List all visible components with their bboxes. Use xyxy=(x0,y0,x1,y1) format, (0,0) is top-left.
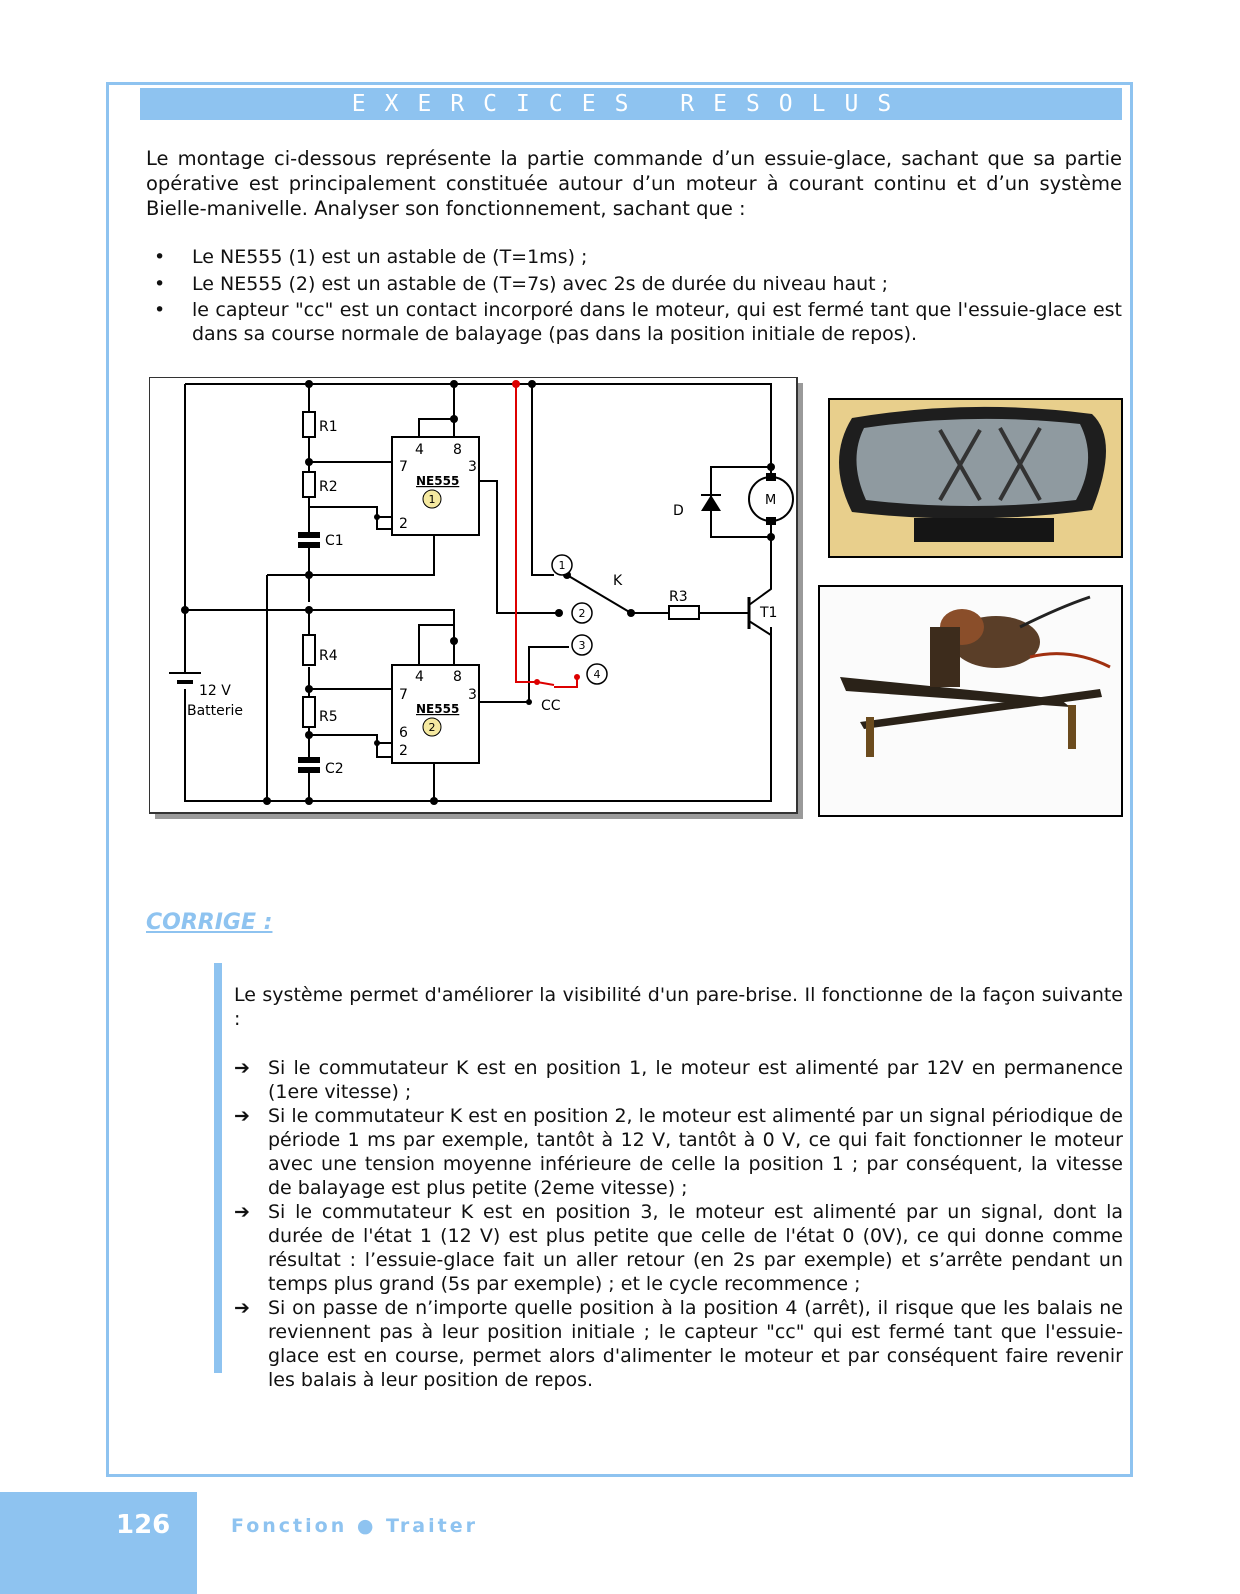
svg-text:8: 8 xyxy=(453,669,462,685)
corrige-heading: CORRIGE : xyxy=(146,910,273,935)
bullet-icon: • xyxy=(154,246,166,268)
label-t1: T1 xyxy=(760,605,778,621)
label-r5: R5 xyxy=(319,709,338,725)
bullet-icon: • xyxy=(154,299,166,321)
label-c2: C2 xyxy=(325,761,344,777)
label-cc: CC xyxy=(541,698,561,714)
battery-label: Batterie xyxy=(187,703,244,719)
svg-text:7: 7 xyxy=(399,459,408,475)
svg-text:6: 6 xyxy=(399,725,408,741)
list-item: • Le NE555 (1) est un astable de (T=1ms) ; xyxy=(154,246,588,268)
arrow-right-icon: ➔ xyxy=(234,1297,250,1319)
svg-text:2: 2 xyxy=(578,607,586,620)
bullet-icon: • xyxy=(154,272,166,295)
svg-text:2: 2 xyxy=(428,721,436,734)
ic1-name: NE555 xyxy=(416,474,460,488)
list-item: ➔ Si le commutateur K est en position 1, le moteur est alimenté par 12V en permanence (1ere vitesse) ; xyxy=(234,1057,1123,1103)
windshield-photo xyxy=(828,398,1123,558)
list-item: • le capteur "cc" est un contact incorporé dans le moteur, qui est fermé tant que l'essuie-glace est dans sa course normale de balayage (pas dans la position initiale de repos). xyxy=(154,299,1122,345)
list-item: ➔ Si le commutateur K est en position 3, le moteur est alimenté par un signal, dont la durée de l'état 1 (12 V) est plus petite que celle de l'état 0 (0V), ce qui donne comme résultat : l’essuie-glace fait un aller retour (en 2s par exemple) et s’arrête pendant un temps plus grand (5s par exemple) ; et le cycle recommence ; xyxy=(234,1201,1123,1295)
svg-text:1: 1 xyxy=(428,493,436,506)
svg-text:3: 3 xyxy=(468,687,477,703)
label-c1: C1 xyxy=(325,533,344,549)
label-m: M xyxy=(765,493,777,508)
list-item: • Le NE555 (2) est un astable de (T=7s) avec 2s de durée du niveau haut ; xyxy=(154,272,889,295)
label-k: K xyxy=(613,573,623,589)
bullet-list xyxy=(150,246,1122,349)
arrow-right-icon: ➔ xyxy=(234,1057,250,1079)
arrow-right-icon: ➔ xyxy=(234,1201,250,1223)
svg-text:1: 1 xyxy=(558,559,566,572)
svg-text:3: 3 xyxy=(578,639,586,652)
page-title: EXERCICES RESOLUS xyxy=(140,88,1122,120)
svg-text:3: 3 xyxy=(468,459,477,475)
circuit-schematic xyxy=(149,377,809,826)
svg-text:4: 4 xyxy=(593,668,601,681)
answer-accent-bar xyxy=(214,963,222,1373)
ic2-name: NE555 xyxy=(416,702,460,716)
label-r3: R3 xyxy=(669,589,688,605)
label-r4: R4 xyxy=(319,648,338,664)
footer-section: Fonction ● Traiter xyxy=(231,1515,478,1537)
svg-text:8: 8 xyxy=(453,442,462,458)
list-item: ➔ Si le commutateur K est en position 2, le moteur est alimenté par un signal périodique de période 1 ms par exemple, tantôt à 12 V, tantôt à 0 V, ce qui fait fonctionner le moteur avec une tension moyenne inférieure de celle la position 1 ; par conséquent, la vitesse de balayage est plus petite (2eme vitesse) ; xyxy=(234,1105,1123,1199)
svg-text:2: 2 xyxy=(399,743,408,759)
svg-text:2: 2 xyxy=(399,516,408,532)
svg-text:7: 7 xyxy=(399,687,408,703)
page-number: 126 xyxy=(116,1510,171,1540)
battery-voltage: 12 V xyxy=(199,683,231,699)
label-r2: R2 xyxy=(319,479,338,495)
label-d: D xyxy=(673,503,684,519)
wiper-mechanism-photo xyxy=(818,585,1123,817)
answer-lead: Le système permet d'améliorer la visibilité d'un pare-brise. Il fonctionne de la façon suivante : xyxy=(234,984,1123,1030)
svg-text:4: 4 xyxy=(415,669,424,685)
list-item: ➔ Si on passe de n’importe quelle position à la position 4 (arrêt), il risque que les balais ne reviennent pas à leur position initiale ; le capteur "cc" qui est fermé tant que l'essuie-glace est en course, permet alors d'alimenter le moteur et par conséquent faire revenir les balais à leur position de repos. xyxy=(234,1297,1123,1391)
page-number-box xyxy=(0,1492,197,1594)
label-r1: R1 xyxy=(319,419,338,435)
svg-text:4: 4 xyxy=(415,442,424,458)
arrow-right-icon: ➔ xyxy=(234,1105,250,1127)
intro-paragraph: Le montage ci-dessous représente la partie commande d’un essuie-glace, sachant que sa partie opérative est principalement constituée autour d’un moteur à courant continu et d’un système Bielle-manivelle. Analyser son fonctionnement, sachant que : xyxy=(146,147,1122,220)
answer-block xyxy=(234,983,1123,1392)
